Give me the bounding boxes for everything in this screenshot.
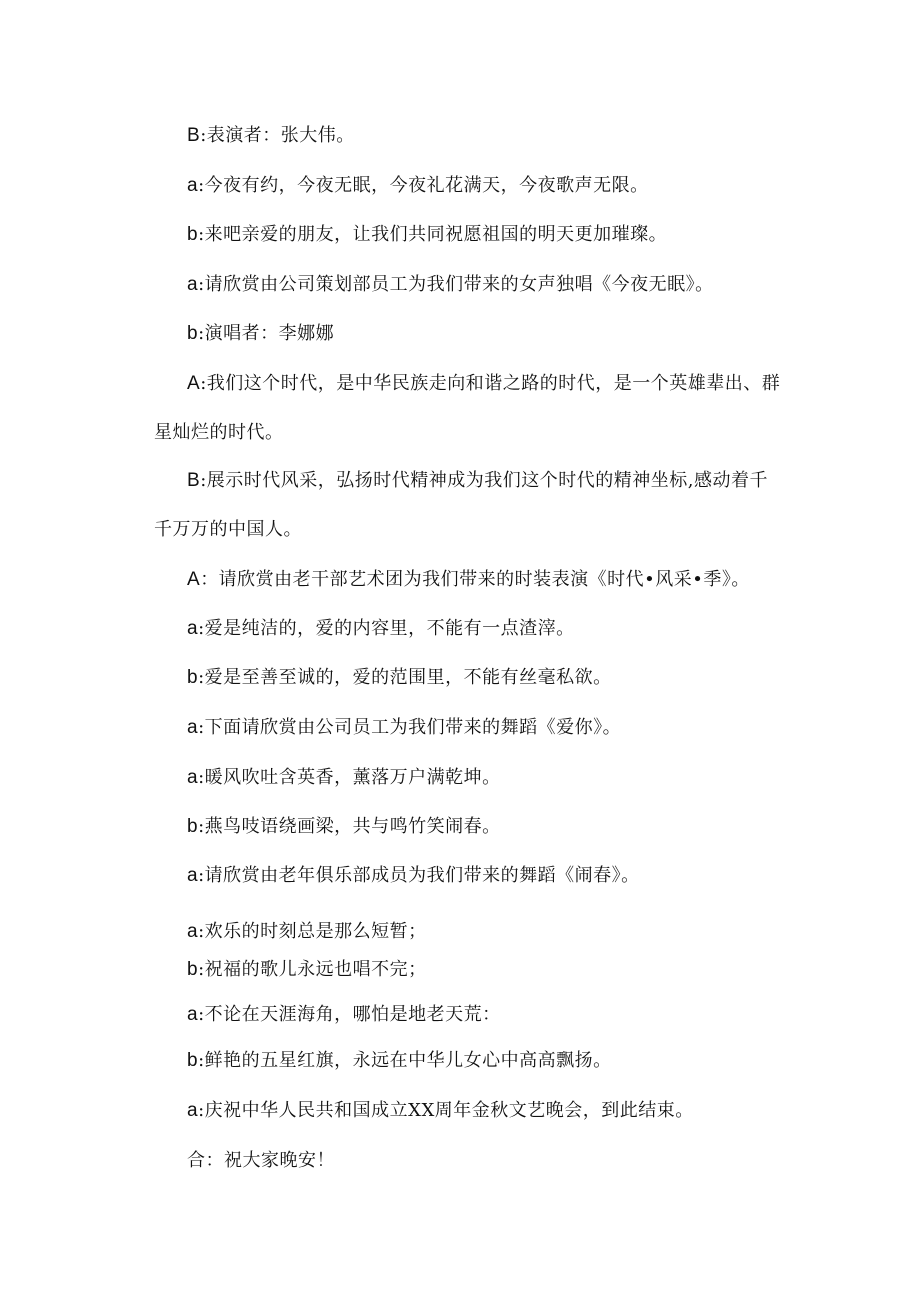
speaker-label: a (187, 767, 199, 788)
script-line (187, 273, 807, 297)
script-line (187, 958, 807, 982)
line-text: :暖风吹吐含英香，薰落万户满乾坤。 (198, 767, 501, 788)
script-line (187, 815, 807, 839)
speaker-label: a (187, 618, 199, 639)
script-line (187, 322, 807, 346)
speaker-label: b (187, 667, 199, 688)
script-line (187, 1049, 807, 1073)
script-line (187, 124, 807, 148)
line-text: ：祝大家晚安！ (205, 1150, 335, 1171)
speaker-label: 合 (187, 1150, 206, 1171)
line-text: :爱是至善至诚的，爱的范围里，不能有丝毫私欲。 (198, 667, 612, 688)
script-line (187, 1149, 807, 1173)
line-text: :欢乐的时刻总是那么短暂； (198, 921, 427, 942)
script-line (187, 1003, 807, 1027)
script-line (187, 1099, 807, 1123)
script-line (187, 372, 807, 396)
speaker-label: A (187, 569, 201, 590)
speaker-label: b (187, 1050, 199, 1071)
speaker-label: a (187, 175, 199, 196)
line-text: :下面请欣赏由公司员工为我们带来的舞蹈《爱你》。 (198, 717, 622, 738)
speaker-label: A (187, 373, 201, 394)
script-line (187, 568, 807, 592)
script-line (187, 864, 807, 888)
speaker-label: a (187, 1100, 199, 1121)
line-text: :请欣赏由老年俱乐部成员为我们带来的舞蹈《闹春》。 (198, 865, 640, 886)
speaker-label: b (187, 959, 199, 980)
line-text: :鲜艳的五星红旗，永远在中华儿女心中高高飘扬。 (198, 1050, 612, 1071)
script-line (187, 716, 807, 740)
script-line (187, 766, 807, 790)
line-text: :庆祝中华人民共和国成立XX周年金秋文艺晚会，到此结束。 (198, 1100, 694, 1121)
line-text: ：请欣赏由老干部艺术团为我们带来的时装表演《时代•风采•季》。 (200, 569, 750, 590)
speaker-label: a (187, 1004, 199, 1025)
line-continuation: 星灿烂的时代。 (154, 422, 284, 443)
line-text: :请欣赏由公司策划部员工为我们带来的女声独唱《今夜无眠》。 (198, 274, 714, 295)
line-text: :来吧亲爱的朋友，让我们共同祝愿祖国的明天更加璀璨。 (198, 224, 668, 245)
line-text: :展示时代风采，弘扬时代精神成为我们这个时代的精神坐标,感动着千 (200, 470, 768, 491)
line-text: :祝福的歌儿永远也唱不完； (198, 959, 427, 980)
speaker-label: B (187, 125, 201, 146)
script-line (187, 223, 807, 247)
line-text: :爱是纯洁的，爱的内容里，不能有一点渣滓。 (198, 618, 575, 639)
script-line (187, 174, 807, 198)
line-text: :演唱者：李娜娜 (198, 323, 335, 344)
line-text: :我们这个时代，是中华民族走向和谐之路的时代，是一个英雄辈出、群 (200, 373, 781, 394)
script-line (187, 920, 807, 944)
speaker-label: a (187, 717, 199, 738)
line-text: :不论在天涯海角，哪怕是地老天荒： (198, 1004, 501, 1025)
script-line (187, 469, 807, 493)
speaker-label: a (187, 274, 199, 295)
script-line (187, 617, 807, 641)
line-text: :表演者：张大伟。 (200, 125, 355, 146)
line-text: :今夜有约，今夜无眠，今夜礼花满天，今夜歌声无限。 (198, 175, 649, 196)
speaker-label: b (187, 816, 199, 837)
script-line (187, 666, 807, 690)
speaker-label: b (187, 224, 199, 245)
speaker-label: b (187, 323, 199, 344)
line-continuation: 千万万的中国人。 (154, 519, 302, 540)
speaker-label: B (187, 470, 201, 491)
line-text: :燕鸟吱语绕画梁，共与鸣竹笑闹春。 (198, 816, 501, 837)
speaker-label: a (187, 865, 199, 886)
speaker-label: a (187, 921, 199, 942)
